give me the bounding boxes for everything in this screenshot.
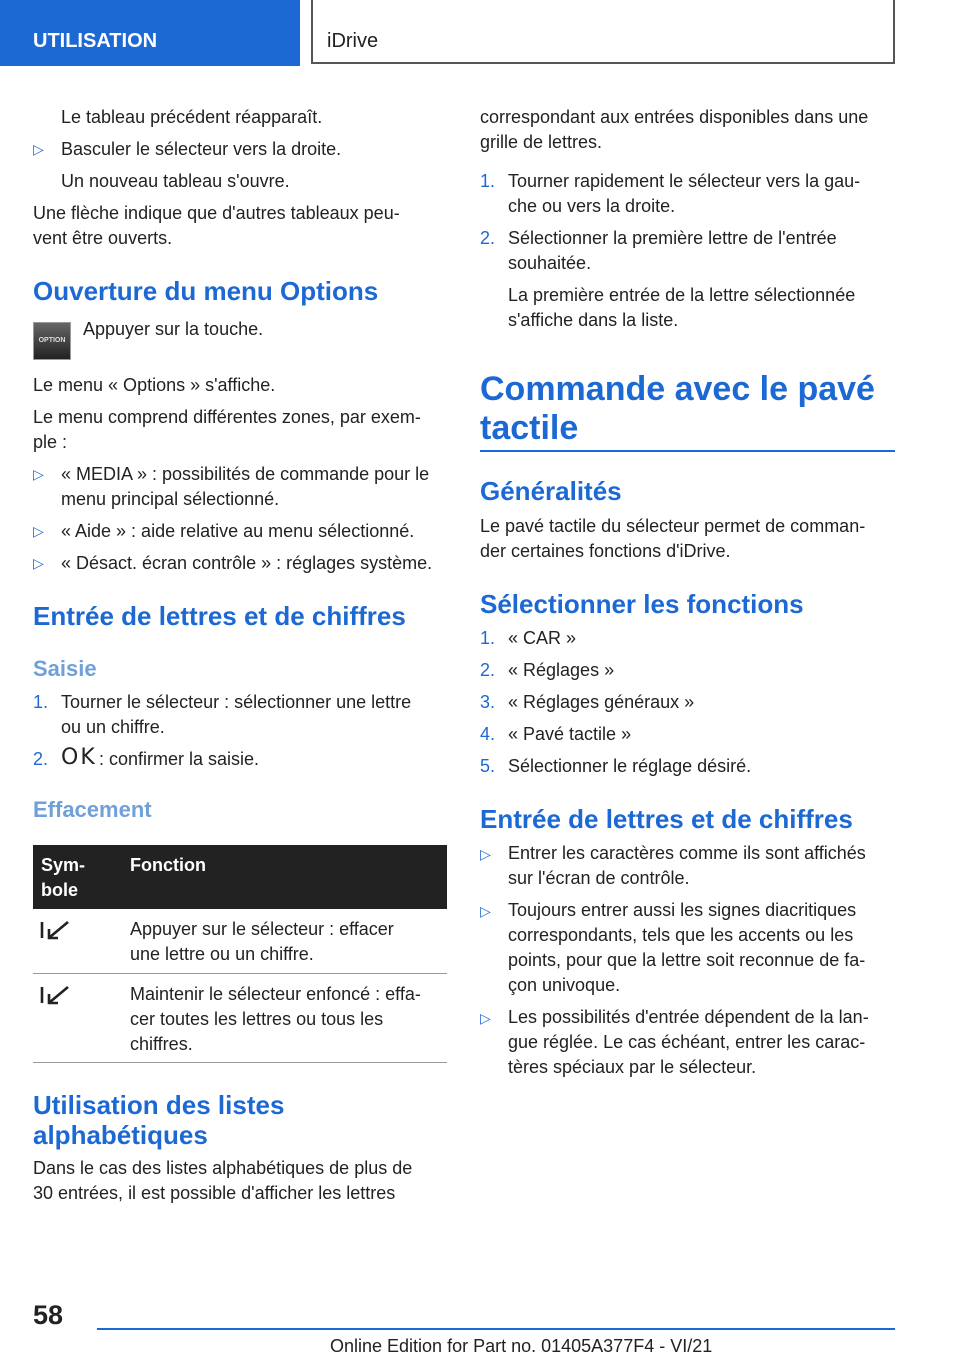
step-text: « CAR »	[508, 628, 577, 648]
step-text: « Réglages »	[508, 660, 615, 680]
step-number: 2.	[480, 660, 496, 680]
bullet-text: sur l'écran de contrôle.	[508, 868, 690, 888]
column-header-symbol: bole	[41, 880, 79, 900]
bullet-text: Entrer les caractères comme ils sont affichés	[508, 843, 866, 863]
heading-rule	[480, 450, 895, 452]
column-header-symbol: Sym-	[41, 855, 86, 875]
bullet-triangle-icon: ▷	[33, 555, 44, 571]
step-text: : confirmer la saisie.	[99, 749, 260, 769]
footer-rule	[97, 1328, 895, 1330]
column-header-function: Fonction	[130, 855, 206, 875]
paragraph: Le pavé tactile du sélecteur permet de comman-	[480, 516, 866, 536]
bullet-text: tères spéciaux par le sélecteur.	[508, 1057, 757, 1077]
page-number: 58	[33, 1300, 64, 1330]
table-divider	[33, 973, 447, 974]
section-tab	[0, 0, 300, 66]
paragraph: 30 entrées, il est possible d'afficher les lettres	[33, 1183, 396, 1203]
step-text: Tourner le sélecteur : sélectionner une lettre	[61, 692, 412, 712]
heading-select-functions: Sélectionner les fonctions	[480, 589, 804, 619]
heading-letter-entry: Entrée de lettres et de chiffres	[33, 601, 406, 631]
bullet-text: correspondants, tels que les accents ou les	[508, 925, 854, 945]
heading-saisie: Saisie	[33, 656, 97, 681]
paragraph: vent être ouverts.	[33, 228, 173, 248]
step-text: souhaitée.	[508, 253, 592, 273]
paragraph: der certaines fonctions d'iDrive.	[480, 541, 731, 561]
step-text: Sélectionner le réglage désiré.	[508, 756, 752, 776]
step-number: 1.	[33, 692, 49, 712]
step-number: 1.	[480, 628, 496, 648]
table-cell: chiffres.	[130, 1034, 193, 1054]
table-header	[33, 845, 447, 909]
chapter-title: iDrive	[327, 30, 379, 52]
step-text: Sélectionner la première lettre de l'entrée	[508, 228, 837, 248]
step-number: 3.	[480, 692, 496, 712]
heading-general: Généralités	[480, 476, 622, 506]
step-number: 5.	[480, 756, 496, 776]
step-text: « Pavé tactile »	[508, 724, 632, 744]
heading-letter-entry-right: Entrée de lettres et de chiffres	[480, 804, 853, 834]
bullet-text: « Aide » : aide relative au menu sélectionné.	[61, 521, 415, 541]
bullet-triangle-icon: ▷	[480, 903, 491, 919]
step-subtext: La première entrée de la lettre sélectionnée	[508, 285, 856, 305]
bullet-text: çon univoque.	[508, 975, 621, 995]
step-text: che ou vers la droite.	[508, 196, 676, 216]
paragraph: grille de lettres.	[480, 132, 603, 152]
paragraph: Dans le cas des listes alphabétiques de plus de	[33, 1158, 413, 1178]
table-cell: une lettre ou un chiffre.	[130, 944, 314, 964]
footer-edition: Online Edition for Part no. 01405A377F4 - VI/21	[330, 1336, 713, 1356]
bullet-text: « MEDIA » : possibilités de commande pour le	[61, 464, 430, 484]
bullet-triangle-icon: ▷	[480, 846, 491, 862]
step-number: 4.	[480, 724, 496, 744]
table-cell: Maintenir le sélecteur enfoncé : effa-	[130, 984, 421, 1004]
paragraph: Une flèche indique que d'autres tableaux peu-	[33, 203, 400, 223]
step-number: 1.	[480, 171, 496, 191]
paragraph: Le menu « Options » s'affiche.	[33, 375, 276, 395]
heading-touchpad: tactile	[480, 409, 579, 447]
ok-icon: OK	[61, 745, 97, 770]
table-divider	[33, 1062, 447, 1063]
bullet-subtext: Un nouveau tableau s'ouvre.	[61, 171, 290, 191]
step-text: ou un chiffre.	[61, 717, 165, 737]
paragraph: Le tableau précédent réapparaît.	[61, 107, 323, 127]
bullet-text: menu principal sélectionné.	[61, 489, 280, 509]
bullet-text: Basculer le sélecteur vers la droite.	[61, 139, 342, 159]
heading-options-menu: Ouverture du menu Options	[33, 276, 379, 306]
heading-alpha-lists: Utilisation des listes	[33, 1090, 285, 1120]
bullet-triangle-icon: ▷	[33, 466, 44, 482]
bullet-text: Toujours entrer aussi les signes diacritiques	[508, 900, 857, 920]
paragraph: Appuyer sur la touche.	[83, 319, 264, 339]
bullet-triangle-icon: ▷	[33, 141, 44, 157]
table-cell: cer toutes les lettres ou tous les	[130, 1009, 384, 1029]
heading-touchpad: Commande avec le pavé	[480, 370, 875, 408]
step-text: « Réglages généraux »	[508, 692, 695, 712]
bullet-triangle-icon: ▷	[480, 1010, 491, 1026]
step-subtext: s'affiche dans la liste.	[508, 310, 679, 330]
paragraph: Le menu comprend différentes zones, par exem-	[33, 407, 421, 427]
heading-alpha-lists: alphabétiques	[33, 1120, 208, 1150]
bullet-text: gue réglée. Le cas échéant, entrer les carac-	[508, 1032, 866, 1052]
heading-effacement: Effacement	[33, 797, 152, 822]
bullet-triangle-icon: ▷	[33, 523, 44, 539]
option-key-icon: OPTION	[33, 322, 71, 360]
bullet-text: Les possibilités d'entrée dépendent de la lan-	[508, 1007, 869, 1027]
paragraph: correspondant aux entrées disponibles dans une	[480, 107, 869, 127]
bullet-text: « Désact. écran contrôle » : réglages système.	[61, 553, 433, 573]
delete-arrow-icon	[40, 920, 70, 940]
step-number: 2.	[480, 228, 496, 248]
step-text: Tourner rapidement le sélecteur vers la gau-	[508, 171, 861, 191]
step-number: 2.	[33, 749, 49, 769]
chapter-tab	[311, 0, 895, 64]
delete-arrow-icon	[40, 985, 70, 1005]
section-title: UTILISATION	[33, 30, 158, 52]
table-cell: Appuyer sur le sélecteur : effacer	[130, 919, 394, 939]
paragraph: ple :	[33, 432, 68, 452]
bullet-text: points, pour que la lettre soit reconnue de fa-	[508, 950, 866, 970]
